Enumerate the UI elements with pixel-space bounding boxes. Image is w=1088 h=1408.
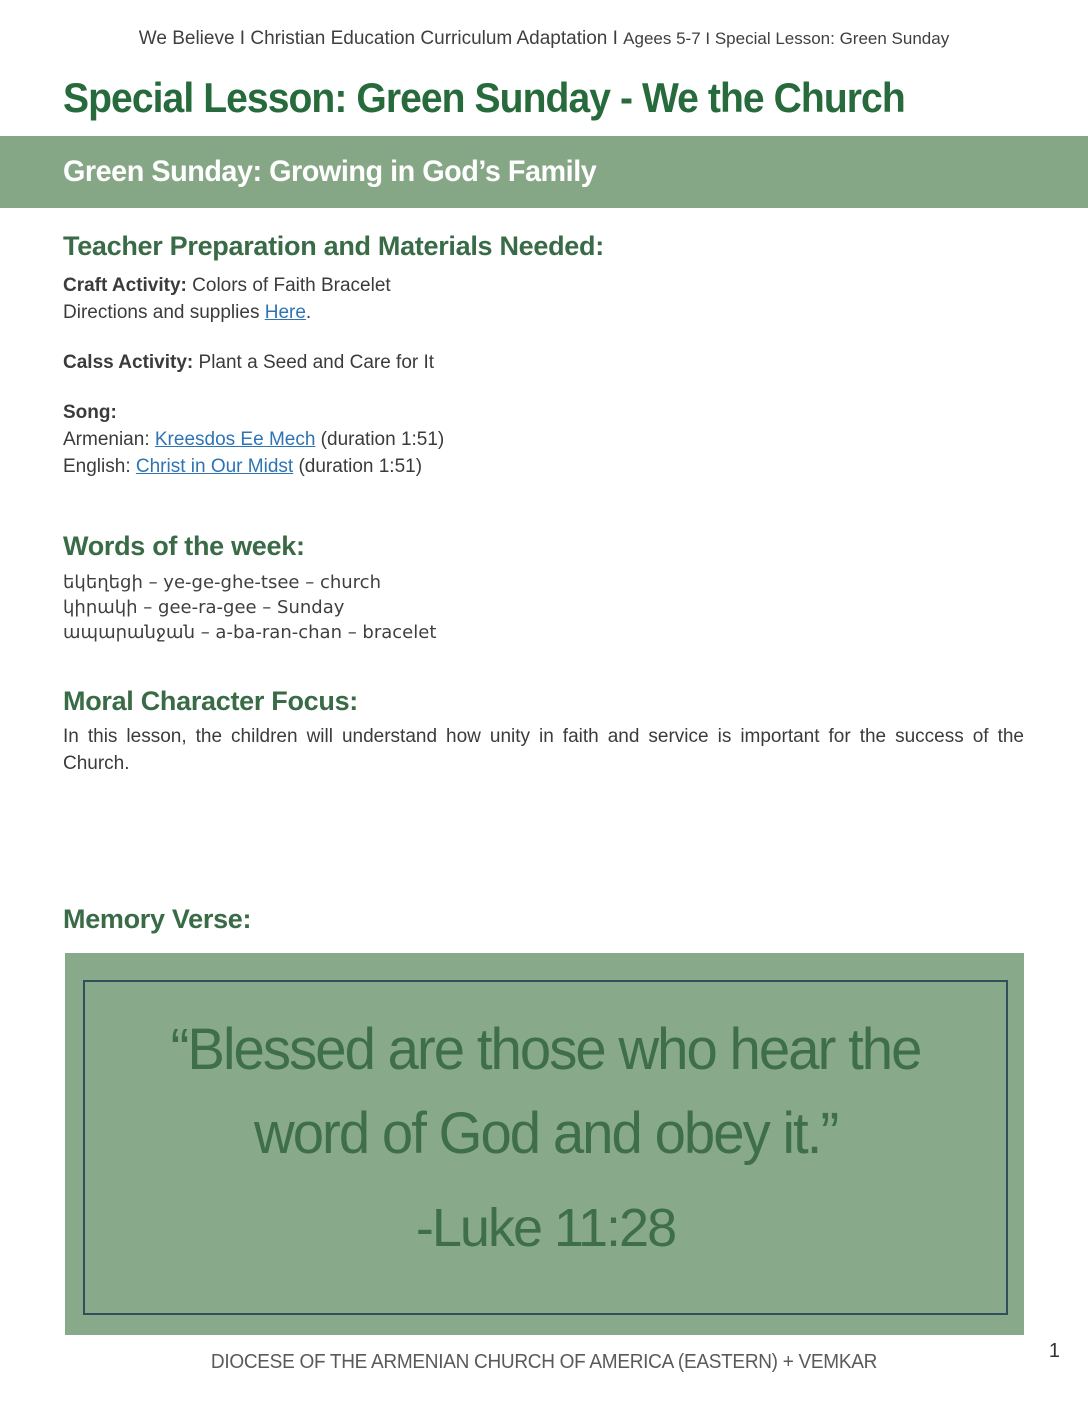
english-song-line — [63, 453, 1024, 480]
craft-activity-line — [63, 272, 1024, 299]
word-item-church: եկեղեցի – ye-ge-ghe-tsee – church — [63, 572, 381, 593]
running-header — [0, 28, 1088, 50]
section-heading-moral-focus: Moral Character Focus: — [63, 686, 358, 716]
section-heading-words-of-week: Words of the week: — [63, 531, 305, 561]
section-heading-memory-verse: Memory Verse: — [63, 904, 252, 934]
armenian-song-line — [63, 426, 1024, 453]
running-header-primary: We Believe I Christian Education Curriculum Adaptation I — [138, 28, 624, 49]
memory-verse-frame — [83, 980, 1008, 1315]
english-song-prefix: English: — [63, 456, 136, 477]
armenian-song-prefix: Armenian: — [63, 429, 155, 450]
footer-text: DIOCESE OF THE ARMENIAN CHURCH OF AMERICA (EASTERN) + VEMKAR — [210, 1351, 878, 1373]
verse-reference: -Luke 11:28 — [415, 1198, 676, 1258]
moral-focus-paragraph: In this lesson, the children will understand how unity in faith and service is important for the success of the Church. — [63, 726, 1024, 774]
armenian-song-suffix: (duration 1:51) — [315, 429, 445, 450]
craft-activity-text: Colors of Faith Bracelet — [186, 275, 391, 296]
words-of-week-list — [63, 570, 1024, 645]
word-item-bracelet: ապարանջան – a-ba-ran-chan – bracelet — [63, 622, 437, 643]
word-item-sunday: կիրակի – gee-ra-gee – Sunday — [63, 597, 345, 618]
here-link[interactable]: Here — [264, 302, 306, 323]
class-activity-text: Plant a Seed and Care for It — [193, 352, 435, 373]
lesson-banner-title: Green Sunday: Growing in God’s Family — [63, 155, 597, 188]
lesson-banner — [0, 136, 1088, 208]
section-heading-teacher-prep: Teacher Preparation and Materials Needed: — [63, 231, 604, 261]
craft-activity-label: Craft Activity: — [63, 275, 187, 296]
directions-line — [63, 299, 1024, 326]
verse-line-1: “Blessed are those who hear the — [170, 1017, 921, 1082]
class-activity-label: Calss Activity: — [63, 352, 194, 373]
page-number: 1 — [1048, 1340, 1060, 1362]
verse-line-2: word of God and obey it.” — [253, 1101, 838, 1166]
armenian-song-link[interactable]: Kreesdos Ee Mech — [154, 429, 316, 450]
class-activity-line — [63, 349, 1024, 376]
running-header-secondary: Agees 5-7 I Special Lesson: Green Sunday — [623, 29, 950, 48]
directions-suffix: . — [305, 302, 312, 323]
english-song-suffix: (duration 1:51) — [293, 456, 423, 477]
memory-verse-box — [65, 953, 1024, 1335]
content-area — [63, 230, 1024, 935]
directions-prefix: Directions and supplies — [63, 302, 265, 323]
english-song-link[interactable]: Christ in Our Midst — [135, 456, 294, 477]
song-label: Song: — [63, 402, 117, 423]
page-title: Special Lesson: Green Sunday - We the Church — [63, 74, 905, 121]
